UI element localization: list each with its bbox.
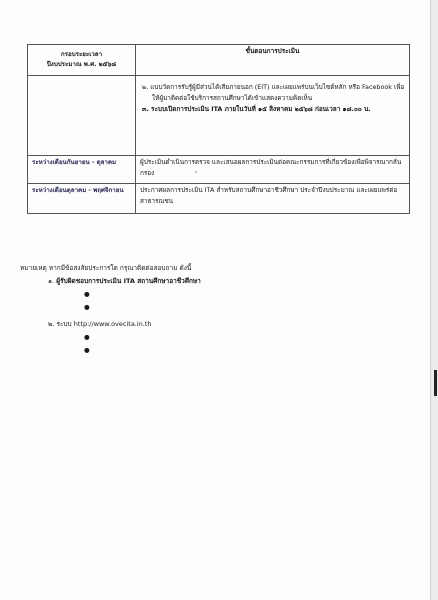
step-eit-text: ๒. แบบวัดการรับรู้ผู้มีส่วนได้เสียภายนอก (EIT) และเผยแพร่บนเว็บไซต์หลัก หรือ Facebook เพื่อให้ผู้มาติดต่อใช้บริการสถานศึกษาได้เข้าแสดงความคิดเห็น — [142, 83, 405, 102]
table-row — [28, 184, 410, 214]
scan-edge-mark — [434, 370, 437, 396]
header-steps: ขั้นตอนการประเมิน — [136, 45, 410, 76]
table-row — [28, 76, 410, 156]
step-ita-deadline-text: ๓. ระบบเปิดการประเมิน ITA ภายในวันที่ ๑๕ สิงหาคม ๒๕๖๘ ก่อนเวลา ๑๘.๐๐ น. — [142, 105, 371, 113]
announce-step-text: ประกาศผลการประเมิน ITA สำหรับสถานศึกษาอาชีวศึกษา ประจำปีงบประมาณ และเผยแพร่ต่อสาธารณชน — [140, 186, 398, 205]
table-header-row — [28, 45, 410, 76]
scan-edge — [430, 0, 438, 600]
bullet-icon: ● — [84, 346, 90, 354]
notes-section — [14, 262, 414, 357]
bullet-icon: ● — [84, 333, 90, 341]
evaluation-schedule-table — [27, 44, 410, 214]
header-period-line1: กรอบระยะเวลา — [60, 51, 103, 58]
contact-item — [14, 331, 414, 344]
bullet-icon: ● — [84, 290, 90, 298]
note-section-heading — [14, 275, 414, 288]
note-section-number: ๑. — [48, 277, 55, 285]
note-section-number: ๒. — [48, 320, 55, 328]
contact-item — [14, 301, 414, 314]
steps-cell — [136, 156, 410, 184]
review-step-text: ผู้ประเมินดำเนินการตรวจ และเสนอผลการประเมินต่อคณะกรรมการที่เกี่ยวข้องเพื่อพิจารณากลั่นกรอง — [140, 158, 402, 177]
bullet-icon: ● — [84, 303, 90, 311]
header-period-line2: ปีงบประมาณ พ.ศ. ๒๕๖๘ — [46, 61, 117, 68]
note-section-title: ผู้รับผิดชอบการประเมิน ITA สถานศึกษาอาชีวศึกษา — [56, 277, 201, 285]
steps-cell — [136, 76, 410, 156]
header-period — [28, 45, 136, 76]
note-section-title[interactable]: ระบบ http://www.ovecita.in.th — [56, 320, 152, 328]
contact-item — [14, 344, 414, 357]
contact-item — [14, 288, 414, 301]
notes-title: หมายเหตุ หากมีข้อสงสัยประการใด กรุณาติดต่อสอบถาม ดังนี้ — [20, 264, 192, 272]
note-section-heading — [14, 318, 414, 331]
table-row — [28, 156, 410, 184]
period-cell: ระหว่างเดือนกันยายน - ตุลาคม — [28, 156, 136, 184]
steps-cell — [136, 184, 410, 214]
review-mark: * — [194, 169, 198, 177]
period-cell: ระหว่างเดือนตุลาคม - พฤศจิกายน — [28, 184, 136, 214]
period-cell — [28, 76, 136, 156]
